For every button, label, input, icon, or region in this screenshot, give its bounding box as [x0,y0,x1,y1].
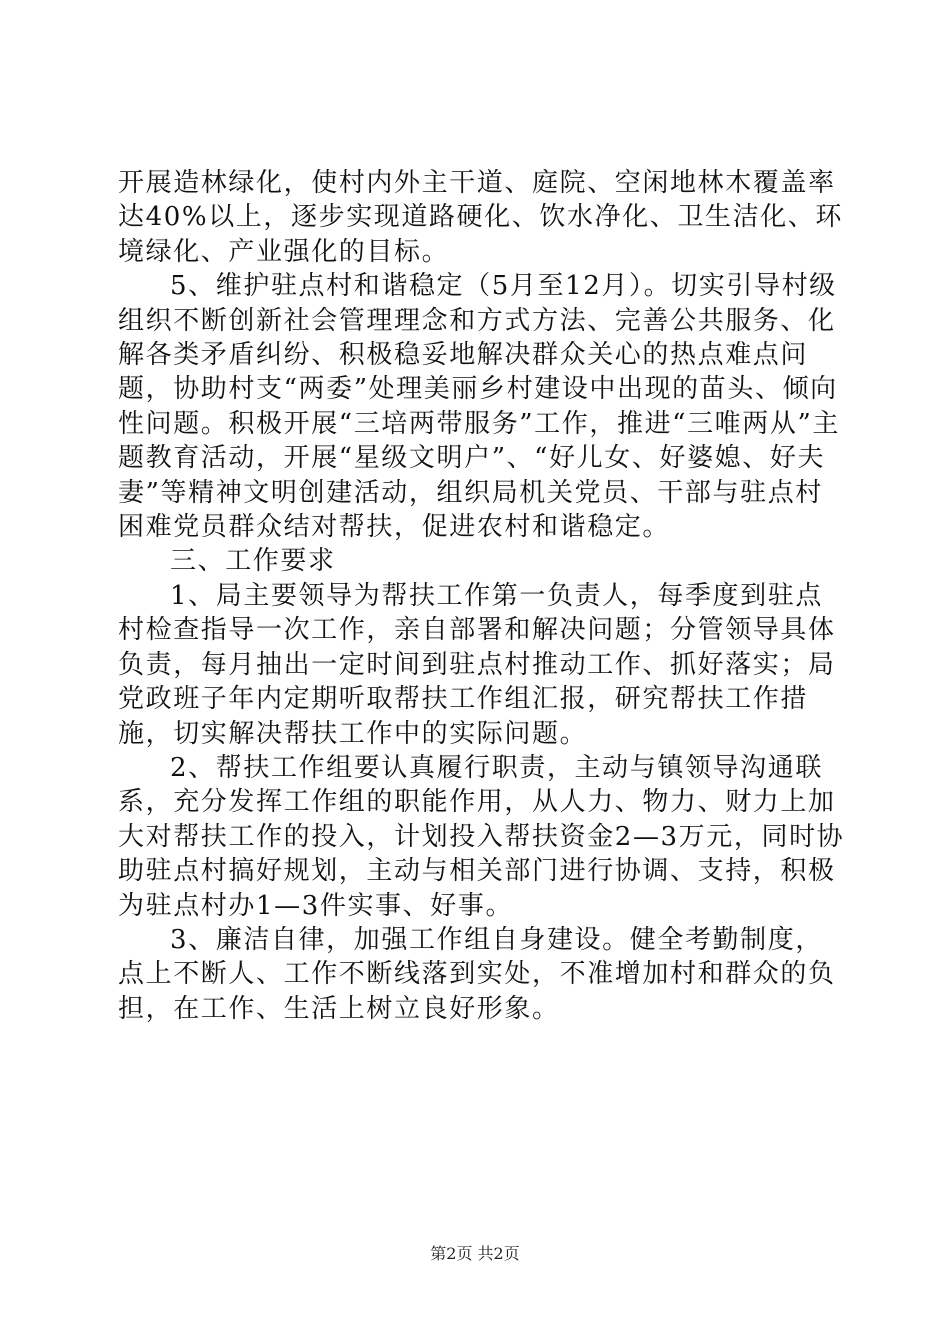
paragraph-item-5: 5、维护驻点村和谐稳定（5月至12月）。切实引导村级组织不断创新社会管理理念和方式方法、完善公共服务、化解各类矛盾纠纷、积极稳妥地解决群众关心的热点难点问题，协助村支“两委”处理美丽乡村建设中出现的苗头、倾向性问题。积极开展“三培两带服务”工作，推进“三唯两从”主题教育活动，开展“星级文明户”、“好儿女、好婆媳、好夫妻”等精神文明创建活动，组织局机关党员、干部与驻点村困难党员群众结对帮扶，促进农村和谐稳定。 [118,271,840,543]
paragraph-continuation: 开展造林绿化，使村内外主干道、庭院、空闲地林木覆盖率达40%以上，逐步实现道路硬化、饮水净化、卫生洁化、环境绿化、产业强化的目标。 [118,168,843,267]
paragraph-requirement-1: 1、局主要领导为帮扶工作第一负责人，每季度到驻点村检查指导一次工作，亲自部署和解决问题；分管领导具体负责，每月抽出一定时间到驻点村推动工作、抓好落实；局党政班子年内定期听取帮扶工作组汇报，研究帮扶工作措施，切实解决帮扶工作中的实际问题。 [118,580,836,749]
paragraph-requirement-3: 3、廉洁自律，加强工作组自身建设。健全考勤制度，点上不断人、工作不断线落到实处，不准增加村和群众的负担，在工作、生活上树立良好形象。 [118,924,836,1024]
section-heading-requirements: 三、工作要求 [170,546,336,577]
document-body [118,166,846,1026]
paragraph-requirement-2: 2、帮扶工作组要认真履行职责，主动与镇领导沟通联系，充分发挥工作组的职能作用，从人力、物力、财力上加大对帮扶工作的投入，计划投入帮扶资金2—3万元，同时协助驻点村搞好规划，主动与相关部门进行协调、支持，积极为驻点村办1—3件实事、好事。 [118,752,845,921]
page-footer: 第2页 共2页 [430,1244,520,1263]
